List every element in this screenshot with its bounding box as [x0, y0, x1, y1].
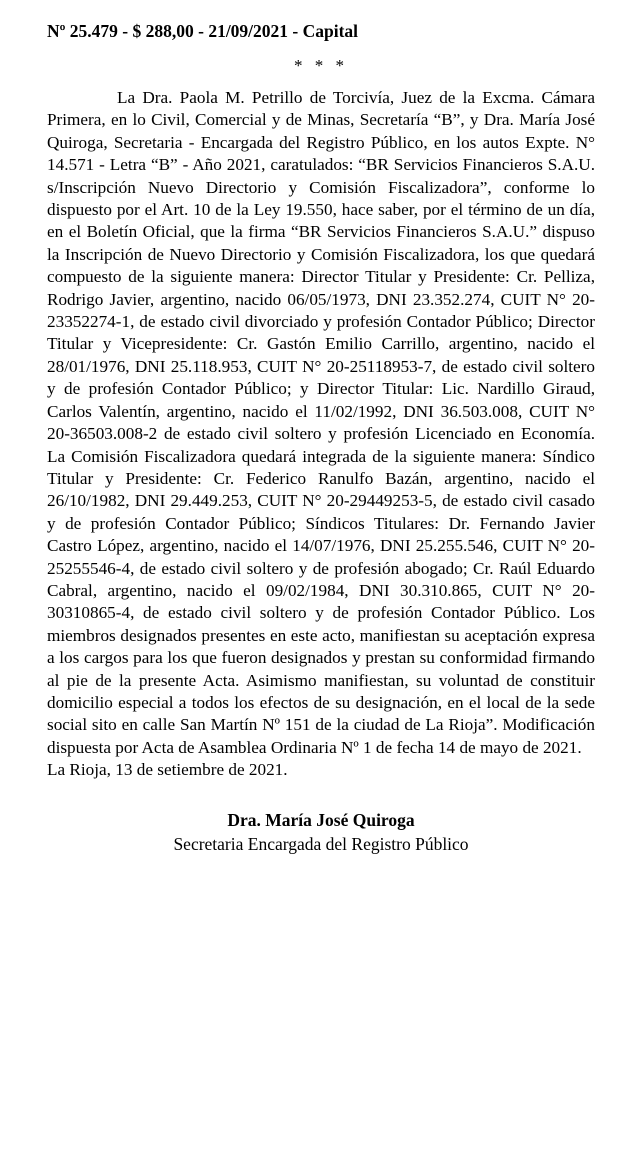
notice-body: La Dra. Paola M. Petrillo de Torcivía, Juez de la Excma. Cámara Primera, en lo Civil, Comercial y de Minas, Secretaría “B”, y Dra. María José Quiroga, Secretaria - Encargada del Registro Público, en los autos Expte. N° 14.571 - Letra “B” - Año 2021, caratulados: “BR Servicios Financieros S.A.U. s/Inscripción Nuevo Directorio y Comisión Fiscalizadora”, conforme lo dispuesto por el Art. 10 de la Ley 19.550, hace saber, por el término de un día, en el Boletín Oficial, que la firma “BR Servicios Financieros S.A.U.” dispuso la Inscripción de Nuevo Directorio y Comisión Fiscalizadora, los que quedará compuesto de la siguiente manera: Director Titular y Presidente: Cr. Pelliza, Rodrigo Javier, argentino, nacido 06/05/1973, DNI 23.352.274, CUIT N° 20-23352274-1, de estado civil divorciado y profesión Contador Público; Director Titular y Vicepresidente: Cr. Gastón Emilio Carrillo, argentino, nacido el 28/01/1976, DNI 25.118.953, CUIT N° 20-25118953-7, de estado civil soltero y de profesión Contador Público; y Director Titular: Lic. Nardillo Giraud, Carlos Valentín, argentino, nacido el 11/02/1992, DNI 36.503.008, CUIT N° 20-36503.008-2 de estado civil soltero y profesión Licenciado en Economía. La Comisión Fiscalizadora quedará integrada de la siguiente manera: Síndico Titular y Presidente: Cr. Federico Ranulfo Bazán, argentino, nacido el 26/10/1982, DNI 29.449.253, CUIT N° 20-29449253-5, de estado civil casado y de profesión Contador Público; Síndicos Titulares: Dr. Fernando Javier Castro López, argentino, nacido el 14/07/1976, DNI 25.255.546, CUIT N° 20-25255546-4, de estado civil soltero y de profesión abogado; Cr. Raúl Eduardo Cabral, argentino, nacido el 09/02/1984, DNI 30.310.865, CUIT N° 20-30310865-4, de estado civil soltero y de profesión Contador Público. Los miembros designados presentes en este acto, manifiestan su aceptación expresa a los cargos para los que fueron designados y prestan su conformidad firmando al pie de la presente Acta. Asimismo manifiestan, su voluntad de constituir domicilio especial a todos los efectos de su designación, en el local de la sede social sito en calle San Martín Nº 151 de la ciudad de La Rioja”. Modificación dispuesta por Acta de Asamblea Ordinaria Nº 1 de fecha 14 de mayo de 2021.: [47, 88, 595, 757]
legal-notice: [47, 18, 595, 856]
separator-stars: * * *: [294, 56, 348, 75]
place-date: La Rioja, 13 de setiembre de 2021.: [47, 760, 288, 780]
signatory-name: Dra. María José Quiroga: [227, 809, 415, 830]
signature-block: [47, 808, 595, 856]
notice-header: Nº 25.479 - $ 288,00 - 21/09/2021 - Capital: [47, 21, 359, 41]
signatory-title: Secretaria Encargada del Registro Público: [173, 833, 469, 854]
